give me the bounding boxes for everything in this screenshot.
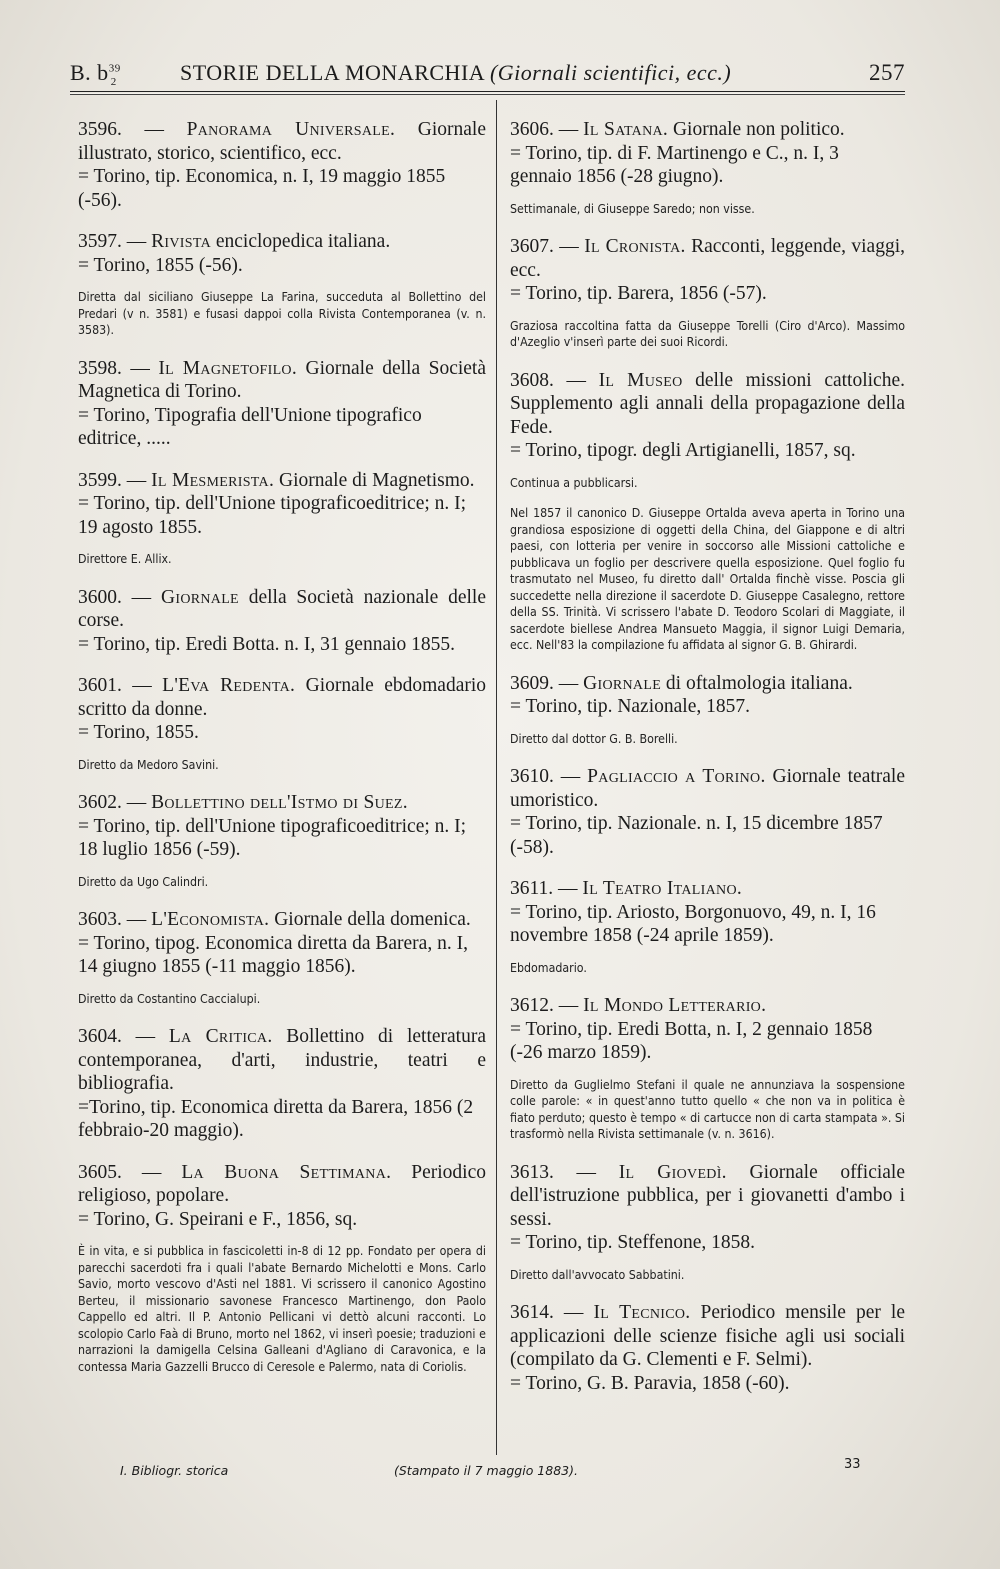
- bibliography-entry: [78, 1161, 486, 1376]
- entry-note: Diretto da Medoro Savini.: [78, 757, 219, 772]
- bibliography-entry: [510, 1301, 905, 1395]
- footer-signature: I. Bibliogr. storica: [120, 1463, 229, 1478]
- entry-imprint: = Torino, tip. dell'Unione tipograficoeditrice; n. I; 18 luglio 1856 (-59).: [78, 815, 467, 860]
- entry-heading: [510, 1301, 905, 1372]
- entry-title: Il Giovedì.: [618, 1161, 727, 1183]
- entry-number: 3604. —: [78, 1026, 169, 1047]
- signature-mark: B. $b^{39}_2$: [70, 60, 121, 89]
- entry-imprint: = Torino, tip. Steffenone, 1858.: [510, 1232, 756, 1253]
- entry-note: Direttore E. Allix.: [78, 552, 172, 566]
- entry-title: Il Satana.: [583, 119, 669, 140]
- entry-heading: [78, 674, 486, 721]
- bibliography-entry: [78, 230, 486, 339]
- bibliography-entry: [510, 505, 905, 654]
- entry-heading: [78, 230, 486, 254]
- entry-title: Bollettino dell'Istmo di Suez.: [151, 792, 408, 813]
- entry-number: 3614. —: [510, 1302, 594, 1323]
- entry-imprint: = Torino, tip. di F. Martinengo e C., n. I, 3 gennaio 1856 (-28 giugno).: [510, 142, 839, 187]
- entry-imprint: = Torino, Tipografia dell'Unione tipografico editrice, .....: [78, 404, 422, 449]
- entry-title: Il Magnetofilo.: [158, 357, 298, 379]
- entry-title: La Buona Settimana.: [181, 1161, 392, 1183]
- entry-imprint: = Torino, tipog. Economica diretta da Barera, n. I, 14 giugno 1855 (-11 maggio 1856).: [78, 932, 468, 977]
- entry-number: 3598. —: [78, 357, 159, 379]
- entry-title: L'Eva Redenta.: [162, 675, 296, 696]
- bibliography-entry: [78, 357, 486, 451]
- entry-heading: [78, 791, 486, 815]
- entry-note: Settimanale, di Giuseppe Saredo; non visse.: [510, 201, 755, 216]
- entry-heading: [510, 235, 905, 282]
- entry-description: Giornale teatrale umoristico.: [510, 766, 905, 811]
- entry-number: 3605. —: [78, 1161, 182, 1183]
- entry-note: Diretta dal siciliano Giuseppe La Farina, succeduta al Bollettino del Predari (v n. 3581) e fusasi dappoi colla Rivista Contemporanea (v. n. 3583).: [78, 290, 486, 337]
- entry-number: 3609. —: [510, 672, 584, 694]
- entry-description: Giornale officiale dell'istruzione pubblica, per i giovanetti d'ambo i sessi.: [510, 1161, 905, 1230]
- entry-imprint: = Torino, G. Speirani e F., 1856, sq.: [78, 1208, 358, 1230]
- entry-title: Il Teatro Italiano.: [582, 878, 743, 899]
- entry-heading: [510, 369, 905, 440]
- entry-number: 3611. —: [510, 878, 583, 899]
- entry-imprint: = Torino, tip. Eredi Botta. n. I, 31 gennaio 1855.: [78, 633, 456, 655]
- bibliography-entry: [78, 791, 486, 890]
- entry-note: Diretto da Costantino Caccialupi.: [78, 991, 261, 1006]
- entry-title: L'Economista.: [151, 909, 270, 930]
- right-column: [510, 118, 905, 1413]
- entry-number: 3596. —: [78, 119, 187, 140]
- entry-description: della Società nazionale delle corse.: [78, 586, 486, 631]
- entry-description: Giornale della Società Magnetica di Torino.: [78, 357, 486, 402]
- entry-heading: [78, 586, 486, 633]
- header-rule: [70, 91, 905, 92]
- bibliography-entry: [510, 672, 905, 748]
- bibliography-entry: [510, 369, 905, 492]
- entry-note: Nel 1857 il canonico D. Giuseppe Ortalda aveva aperta in Torino una grandiosa esposizione di oggetti della China, del Giappone e di altri paesi, con lotteria per venire in soccorso alle Missioni cattoliche e pubblicava un foglio per descrivere quella esposizione. Quel foglio fu trasmutato nel Museo, fu diretto dall' Ortalda finchè visse. Poscia gli succedette nella direzione il sacerdote D. Giuseppe Casalegno, rettore della SS. Trinità. Vi scrissero l'abate D. Teodoro Scolari di Maggiate, il sacerdote biellese Andrea Mansueto Maggia, il signor Luigi Demaria, ecc. Nell'83 la compilazione fu affidata al signor G. B. Ghirardi.: [510, 506, 905, 652]
- entry-title: Rivista: [151, 231, 211, 252]
- entry-description: di oftalmologia italiana.: [661, 672, 853, 694]
- entry-number: 3597. —: [78, 231, 152, 252]
- entry-number: 3603. —: [78, 909, 152, 930]
- entry-note: Graziosa raccoltina fatta da Giuseppe Torelli (Ciro d'Arco). Massimo d'Azeglio v'inserì parte dei suoi Ricordi.: [510, 318, 905, 349]
- entry-description: Racconti, leggende, viaggi, ecc.: [510, 236, 906, 281]
- entry-number: 3607. —: [510, 236, 585, 257]
- entry-imprint: = Torino, 1855 (-56).: [78, 254, 243, 276]
- entry-note: È in vita, e si pubblica in fascicoletti in-8 di 12 pp. Fondato per opera di parecchi sacerdoti fra i quali l'abate Bernardo Michelotti e Mons. Carlo Savio, morto vescovo d'Asti nel 1881. Vi scrissero il canonico Agostino Berteu, il missionario savonese Francesco Martinengo, don Paolo Cappello ed altri. Il P. Antonio Pellicani vi dettò alcuni racconti. Lo scolopio Carlo Faà di Bruno, morto nel 1862, vi inserì poesie; traduzioni e narrazioni la damigella Celsina Galleani d'Agliano di Caravonica, e la contessa Maria Gazzelli Brucco di Ceresole e Palermo, nata di Coriolis.: [78, 1244, 486, 1374]
- bibliography-entry: [510, 877, 905, 976]
- bibliography-entry: [78, 674, 486, 773]
- entry-title: La Critica.: [168, 1026, 273, 1047]
- entry-heading: [510, 994, 905, 1018]
- entry-imprint: = Torino, tip. Nazionale, 1857.: [510, 696, 750, 717]
- entry-note: Diretto da Guglielmo Stefani il quale ne annunziava la sospensione colle parole: « in quest'anno tutto quello « che non va in politica è fiato perduto; questo è tempo « di cartucce non di carta stampata ». Si trasformò nella Rivista settimanale (v. n. 3616).: [510, 1077, 905, 1141]
- entry-description: Giornale non politico.: [668, 119, 845, 140]
- entry-imprint: = Torino, G. B. Paravia, 1858 (-60).: [510, 1372, 790, 1394]
- entry-description: Giornale di Magnetismo.: [274, 469, 475, 491]
- entry-title: Il Tecnico.: [593, 1302, 691, 1323]
- entry-imprint: = Torino, 1855.: [78, 722, 199, 743]
- entry-imprint: = Torino, tip. Economica, n. I, 19 maggio 1855 (-56).: [78, 166, 446, 211]
- bibliography-entry: [510, 1161, 905, 1284]
- entry-title: Il Mesmerista.: [151, 469, 275, 491]
- entry-description: delle missioni cattoliche. Supplemento agli annali della propagazione della Fede.: [510, 369, 905, 438]
- entry-description: Giornale della domenica.: [269, 909, 471, 930]
- entry-heading: [78, 469, 486, 493]
- bibliography-entry: [510, 994, 905, 1143]
- bibliography-entry: [510, 765, 905, 859]
- footer-print-date: (Stampato il 7 maggio 1883).: [394, 1463, 578, 1478]
- entry-title: Giornale: [160, 586, 239, 608]
- entry-number: 3608. —: [510, 369, 599, 391]
- entry-imprint: = Torino, tip. Barera, 1856 (-57).: [510, 283, 767, 304]
- running-title: STORIE DELLA MONARCHIA (Giornali scientifici, ecc.): [180, 60, 732, 85]
- entry-heading: [510, 877, 905, 901]
- running-header: [70, 60, 905, 90]
- entry-description: Periodico religioso, popolare.: [78, 1161, 487, 1206]
- bibliography-entry: [78, 908, 486, 1007]
- entry-title: Il Museo: [598, 369, 683, 391]
- entry-title: Il Cronista.: [584, 236, 686, 257]
- entry-note: Ebdomadario.: [510, 960, 587, 975]
- entry-description: Giornale illustrato, storico, scientifico, ecc.: [78, 119, 486, 164]
- bibliography-entry: [510, 235, 905, 351]
- entry-description: Giornale ebdomadario scritto da donne.: [78, 675, 487, 720]
- entry-imprint: = Torino, tip. Ariosto, Borgonuovo, 49, n. I, 16 novembre 1858 (-24 aprile 1859).: [510, 901, 876, 946]
- entry-heading: [78, 908, 486, 932]
- entry-description: enciclopedica italiana.: [211, 231, 391, 252]
- footer-gathering-number: 33: [844, 1457, 861, 1472]
- bibliography-entry: [78, 469, 486, 568]
- entry-imprint: = Torino, tipogr. degli Artigianelli, 1857, sq.: [510, 440, 856, 461]
- entry-note: Diretto dal dottor G. B. Borelli.: [510, 731, 678, 746]
- entry-number: 3600. —: [78, 586, 161, 608]
- entry-heading: [78, 1161, 486, 1208]
- entry-title: Pagliaccio a Torino.: [587, 766, 766, 787]
- column-divider: [496, 100, 497, 1455]
- entry-note: Diretto da Ugo Calindri.: [78, 874, 209, 889]
- entry-description: Periodico mensile per le applicazioni delle scienze fisiche agli usi sociali (compilato da G. Clementi e F. Selmi).: [510, 1302, 906, 1370]
- page-footer: [120, 1457, 861, 1487]
- entry-note: Diretto dall'avvocato Sabbatini.: [510, 1267, 685, 1282]
- entry-number: 3610. —: [510, 766, 588, 787]
- bibliography-entry: [78, 586, 486, 657]
- page-number: 257: [869, 60, 905, 85]
- entry-title: Panorama Universale.: [186, 119, 396, 140]
- entry-heading: [78, 357, 486, 404]
- entry-description: Bollettino di letteratura contemporanea, d'arti, industrie, teatri e bibliografia.: [78, 1026, 486, 1094]
- entry-imprint: = Torino, tip. Nazionale. n. I, 15 dicembre 1857 (-58).: [510, 813, 883, 858]
- entry-number: 3606. —: [510, 119, 584, 140]
- entry-imprint: = Torino, tip. dell'Unione tipograficoeditrice; n. I; 19 agosto 1855.: [78, 493, 467, 538]
- running-title-italic: (Giornali scientifici, ecc.): [489, 60, 732, 85]
- bibliography-entry: [78, 1025, 486, 1143]
- entry-heading: [78, 1025, 486, 1096]
- entry-number: 3599. —: [78, 469, 152, 491]
- entry-number: 3612. —: [510, 995, 584, 1016]
- entry-heading: [510, 1161, 905, 1232]
- entry-heading: [78, 118, 486, 165]
- entry-title: Giornale: [583, 672, 662, 694]
- entry-number: 3601. —: [78, 675, 163, 696]
- entry-imprint: = Torino, tip. Eredi Botta, n. I, 2 gennaio 1858 (-26 marzo 1859).: [510, 1018, 873, 1063]
- entry-number: 3613. —: [510, 1161, 619, 1183]
- bibliography-entry: [510, 118, 905, 217]
- entry-heading: [510, 118, 905, 142]
- left-column: [78, 118, 486, 1393]
- bibliography-entry: [78, 118, 486, 212]
- entry-number: 3602. —: [78, 792, 152, 813]
- entry-heading: [510, 765, 905, 812]
- entry-title: Il Mondo Letterario.: [583, 995, 767, 1016]
- entry-note: Continua a pubblicarsi.: [510, 475, 638, 490]
- entry-heading: [510, 672, 905, 696]
- entry-imprint: =Torino, tip. Economica diretta da Barera, 1856 (2 febbraio-20 maggio).: [78, 1096, 474, 1141]
